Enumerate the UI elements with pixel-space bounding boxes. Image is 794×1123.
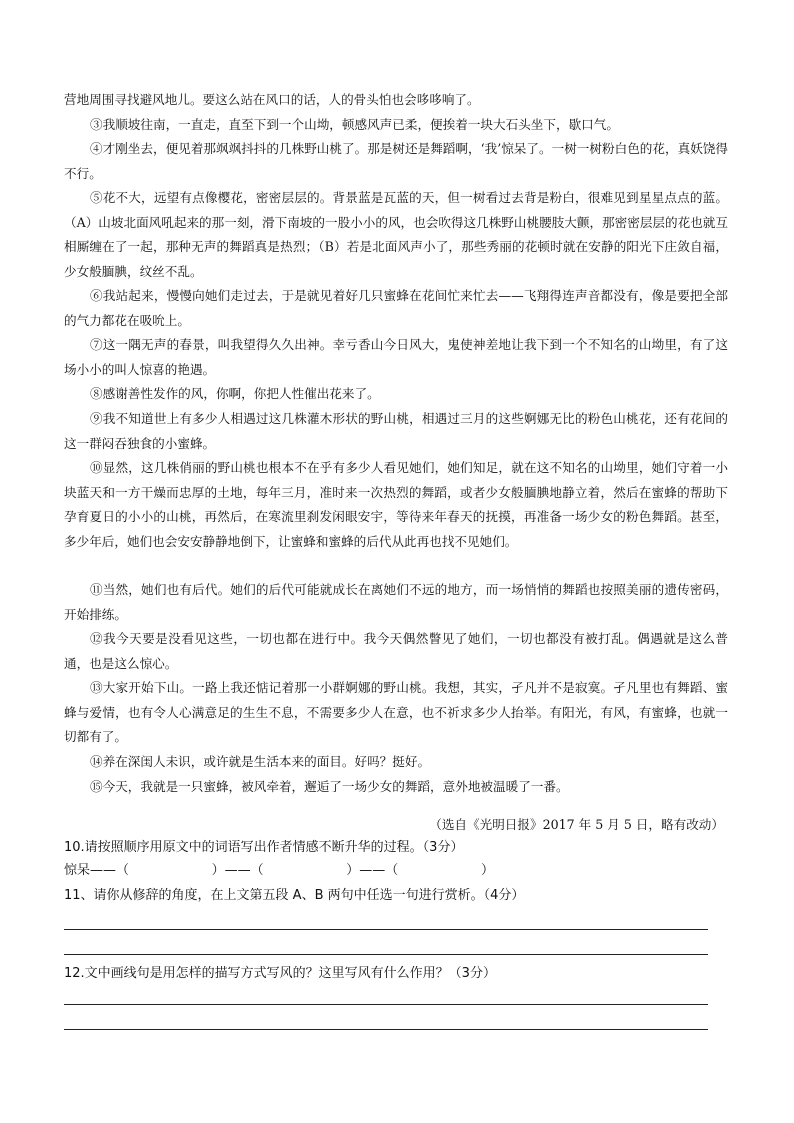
passage-paragraph-9: ⑨我不知道世上有多少人相遇过这几株灌木形状的野山桃，相遇过三月的这些婀娜无比的粉色山桃花，还有花间的这一群闷吞独食的小蜜蜂。 <box>64 411 728 451</box>
answer-line[interactable] <box>64 954 708 955</box>
passage-paragraph-intro: 营地周围寻找避风地儿。要这么站在风口的话，人的骨头怕也会哆哆响了。 <box>64 92 480 107</box>
passage-paragraph-7: ⑦这一隅无声的春景，叫我望得久久出神。幸亏香山今日风大，鬼使神差地让我下到一个不知名的山坳里，有了这场小小的叫人惊喜的艳遇。 <box>64 337 728 377</box>
passage-paragraph-4: ④才刚坐去，便见着那飒飒抖抖的几株野山桃了。那是树还是舞蹈啊，‘我’惊呆了。一树一树粉白色的花，真妖饶得不行。 <box>64 141 728 181</box>
passage-paragraph-14: ⑭养在深闺人未识，或许就是生活本来的面目。好吗？挺好。 <box>90 754 431 769</box>
passage-paragraph-12: ⑫我今天要是没看见这些，一切也都在进行中。我今天偶然瞥见了她们，一切也都没有被打乱。偶遇就是这么普通，也是这么惊心。 <box>64 631 728 671</box>
answer-line[interactable] <box>64 1004 708 1005</box>
question-11-prompt: 11、请你从修辞的角度，在上文第五段 A、B 两句中任选一句进行赏析。（4分） <box>64 888 525 903</box>
passage-paragraph-11: ⑪当然，她们也有后代。她们的后代可能就成长在离她们不远的地方，而一场悄悄的舞蹈也按照美丽的遗传密码，开始排练。 <box>64 582 728 622</box>
answer-line[interactable] <box>64 1029 708 1030</box>
passage-paragraph-13: ⑬大家开始下山。一路上我还惦记着那一小群婀娜的野山桃。我想，其实，孑凡并不是寂寞。孑凡里也有舞蹈、蜜蜂与爱情，也有令人心满意足的生生不息，不需要多少人在意，也不祈求多少人抬举。有阳光，有风，有蜜蜂，也就一切都有了。 <box>64 680 728 744</box>
question-10-answer-chain: 惊呆——（ ）——（ ）——（ ） <box>64 863 494 878</box>
passage-paragraph-5: ⑤花不大，远望有点像樱花，密密层层的。背景蓝是瓦蓝的天，但一树看过去背是粉白，很难见到星星点点的蓝。（A）山坡北面风吼起来的那一刻，滑下南坡的一股小小的风，也会吹得这几株野山桃腰肢大颤，那密密层层的花也就互相厮缠在了一起，那种无声的舞蹈真是热烈；（B）若是北面风声小了，那些秀丽的花顿时就在安静的阳光下庄敛自福，少女般腼腆，纹丝不乱。 <box>64 190 728 279</box>
passage-paragraph-3: ③我顺坡往南，一直走，直至下到一个山坳，顿感风声已柔，便挨着一块大石头坐下，歇口气。 <box>90 117 619 132</box>
passage-paragraph-10: ⑩显然，这几株俏丽的野山桃也根本不在乎有多少人看见她们，她们知足，就在这不知名的山坳里，她们守着一小块蓝天和一方干燥而忠厚的土地，每年三月，准时来一次热烈的舞蹈，或者少女般腼腆地静立着，然后在蜜蜂的帮助下孕育夏日的小小的山桃，再然后，在寒流里刹发闲眼安宇，等待来年春天的抚摸，再准备一场少女的粉色舞蹈。甚至，多少年后，她们也会安安静静地倒下，让蜜蜂和蜜蜂的后代从此再也找不见她们。 <box>64 460 728 549</box>
passage-paragraph-8: ⑧感谢善性发作的风，你啊，你把人性催出花来了。 <box>90 386 380 401</box>
answer-line[interactable] <box>64 929 708 930</box>
passage-paragraph-6: ⑥我站起来，慢慢向她们走过去，于是就见着好几只蜜蜂在花间忙来忙去——飞翔得连声音都没有，像是要把全部的气力都花在吸吮上。 <box>64 288 728 328</box>
question-10-prompt: 10.请按照顺序用原文中的词语写出作者情感不断升华的过程。（3分） <box>64 840 464 855</box>
question-12-prompt: 12.文中画线句是用怎样的描写方式写风的？这里写风有什么作用？（3分） <box>64 966 496 981</box>
passage-paragraph-15: ⑮今天，我就是一只蜜蜂，被风牵着，邂逅了一场少女的舞蹈，意外地被温暖了一番。 <box>90 779 569 794</box>
source-citation: （选自《光明日报》2017 年 5 月 5 日，略有改动） <box>429 817 724 832</box>
